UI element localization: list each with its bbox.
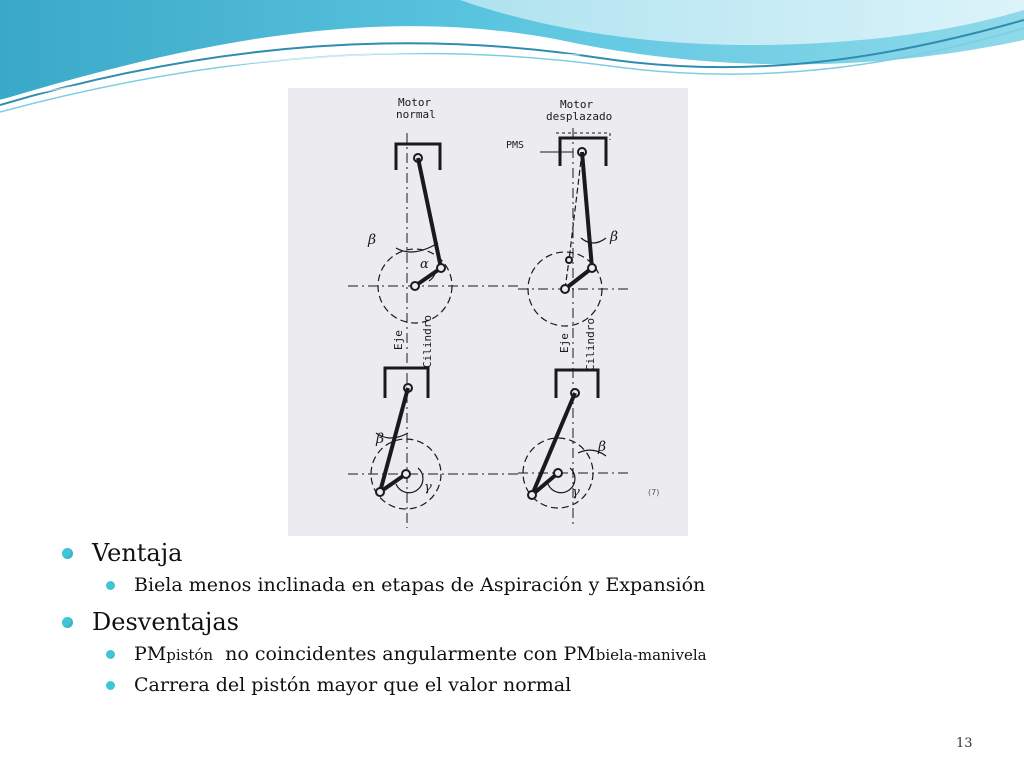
sub-bullet-pm-middle: no coincidentes angularmente con PM (213, 643, 596, 665)
sub-bullet-biela-text: Biela menos inclinada en etapas de Aspiración y Expansión (134, 574, 706, 596)
sub-bullet-carrera (62, 670, 962, 700)
beta-symbol-bottom-right: β (598, 439, 607, 455)
beta-symbol-top-right: β (610, 229, 619, 245)
bullet-desventajas-text: Desventajas (92, 608, 239, 636)
bullet-dot (62, 548, 73, 559)
alpha-symbol-top-left: α (420, 257, 429, 272)
page-number: 13 (956, 736, 973, 751)
figure-corner-mark: (7) (648, 488, 660, 497)
gamma-symbol-bottom-left: γ (424, 480, 432, 495)
bullet-ventaja-text: Ventaja (92, 539, 183, 567)
bullet-list (62, 534, 962, 700)
label-eje-bottom: Eje (558, 333, 571, 353)
sub-bullet-carrera-text: Carrera del pistón mayor que el valor normal (134, 674, 572, 696)
gamma-symbol-bottom-right: γ (572, 485, 580, 500)
sub-bullet-biela (62, 570, 962, 600)
sub-bullet-dot (106, 581, 115, 590)
label-pms: PMS (506, 140, 525, 151)
bullet-ventaja (62, 536, 962, 570)
sub-bullet-dot (106, 650, 115, 659)
sub-bullet-piston: pistón (166, 646, 214, 664)
label-motor-desplazado-2: desplazado (546, 110, 613, 123)
bullet-desventajas (62, 605, 962, 639)
label-motor-normal-1: Motor (398, 96, 432, 109)
beta-symbol-top-left: β (368, 232, 377, 248)
sub-bullet-dot (106, 681, 115, 690)
engine-offset-diagram (288, 88, 688, 536)
label-cilindro-bottom: Cilindro (584, 318, 597, 371)
bullet-dot (62, 617, 73, 628)
sub-bullet-pm-1: PM (134, 643, 167, 665)
sub-bullet-pm (62, 639, 962, 670)
label-motor-normal-2: normal (396, 108, 436, 121)
figure-background (288, 88, 688, 536)
sub-bullet-biela-manivela: biela-manivela (595, 646, 707, 664)
label-eje-top: Eje (392, 330, 405, 350)
label-cilindro-top: Cilindro (421, 315, 434, 368)
beta-symbol-bottom-left: β (376, 431, 385, 447)
label-motor-desplazado-1: Motor (560, 98, 594, 111)
